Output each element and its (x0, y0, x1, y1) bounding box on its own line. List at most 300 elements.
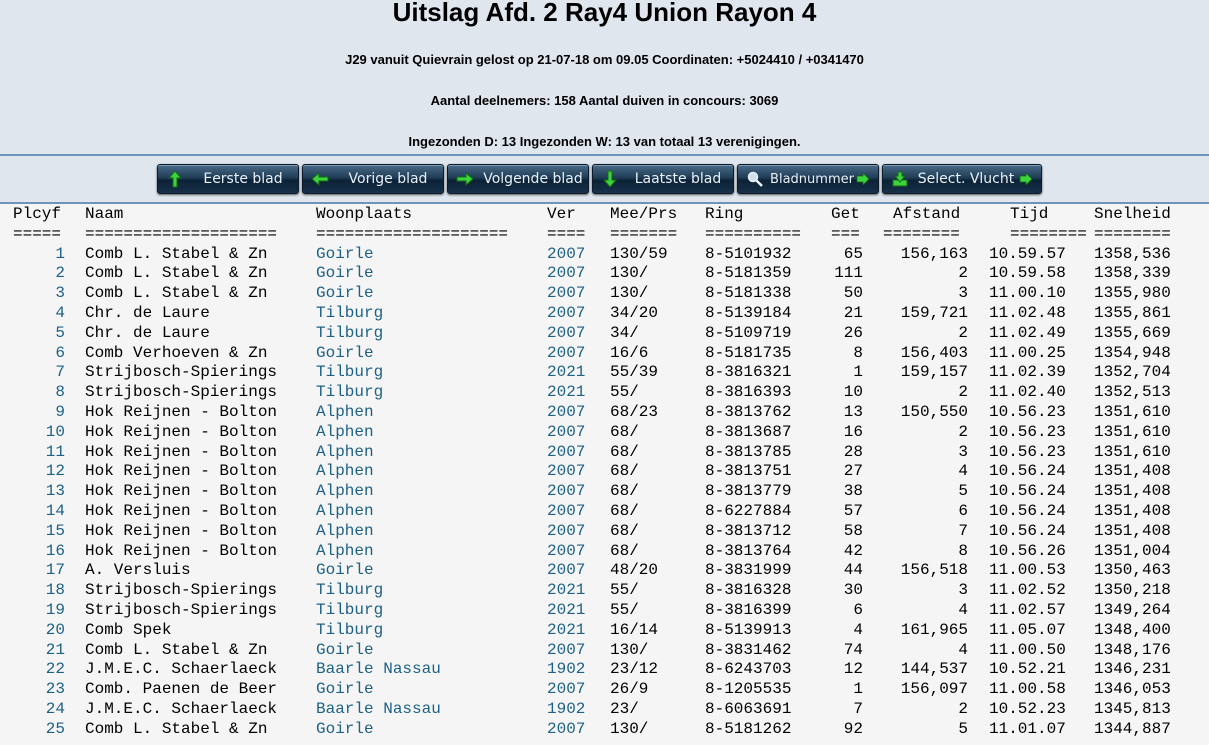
separator: ==================== (85, 224, 278, 243)
town-link[interactable]: Baarle Nassau (316, 699, 441, 718)
entries-cell: 68/ (610, 442, 639, 461)
speed-cell: 1354,948 (1094, 343, 1171, 362)
name-cell: Hok Reijnen - Bolton (85, 422, 278, 441)
table-row (0, 442, 1209, 462)
town-link[interactable]: Tilburg (316, 363, 384, 382)
previous-page-label: Vorige blad (348, 171, 428, 187)
previous-page-button[interactable] (302, 164, 444, 194)
club-link[interactable]: 2021 (547, 363, 586, 382)
club-link[interactable]: 2021 (547, 600, 586, 619)
table-row (0, 600, 1209, 620)
place-link[interactable]: 2 (55, 264, 65, 283)
magnifier-icon (746, 170, 764, 188)
get-cell: 1 (853, 680, 863, 699)
name-cell: Chr. de Laure (85, 323, 210, 342)
club-link[interactable]: 2007 (547, 541, 586, 560)
last-page-button[interactable] (592, 164, 734, 194)
ring-cell: 8-5139913 (705, 620, 792, 639)
club-link[interactable]: 2007 (547, 482, 586, 501)
time-cell: 10.56.26 (989, 541, 1066, 560)
ring-cell: 8-5139184 (705, 303, 792, 322)
separator: ======== (1010, 224, 1087, 243)
club-link[interactable]: 2007 (547, 680, 586, 699)
name-cell: Hok Reijnen - Bolton (85, 482, 278, 501)
entries-cell: 130/ (610, 284, 649, 303)
ring-cell: 8-5181735 (705, 343, 792, 362)
distance-cell: 4 (958, 640, 968, 659)
distance-cell: 6 (958, 501, 968, 520)
town-link[interactable]: Tilburg (316, 620, 384, 639)
distance-cell: 3 (958, 284, 968, 303)
ring-cell: 8-5109719 (705, 323, 792, 342)
distance-cell: 2 (958, 422, 968, 441)
ring-cell: 8-5181262 (705, 719, 792, 738)
table-row (0, 263, 1209, 283)
next-page-button[interactable] (447, 164, 589, 194)
col-header-naam: Naam (85, 205, 124, 223)
name-cell: Strijbosch-Spierings (85, 383, 278, 402)
speed-cell: 1352,513 (1094, 383, 1171, 402)
entries-cell: 130/ (610, 640, 649, 659)
speed-cell: 1345,813 (1094, 699, 1171, 718)
time-cell: 10.59.57 (989, 244, 1066, 263)
club-link[interactable]: 2007 (547, 521, 586, 540)
page-header (0, 0, 1209, 156)
distance-cell: 4 (958, 462, 968, 481)
town-link[interactable]: Goirle (316, 264, 374, 283)
table-row (0, 719, 1209, 739)
town-link[interactable]: Goirle (316, 244, 374, 263)
town-link[interactable]: Alphen (316, 521, 374, 540)
town-link[interactable]: Tilburg (316, 581, 384, 600)
time-cell: 11.01.07 (989, 719, 1066, 738)
town-link[interactable]: Alphen (316, 501, 374, 520)
place-link[interactable]: 21 (45, 640, 65, 659)
club-link[interactable]: 2007 (547, 343, 586, 362)
first-page-label: Eerste blad (203, 171, 283, 187)
time-cell: 11.02.57 (989, 600, 1066, 619)
time-cell: 10.56.24 (989, 462, 1066, 481)
club-link[interactable]: 1902 (547, 660, 586, 679)
arrow-right-icon (456, 170, 474, 188)
entries-cell: 26/9 (610, 680, 649, 699)
town-link[interactable]: Alphen (316, 442, 374, 461)
table-row (0, 422, 1209, 442)
time-cell: 10.59.58 (989, 264, 1066, 283)
ring-cell: 8-3816328 (705, 581, 792, 600)
page-number-button[interactable] (737, 164, 879, 194)
club-link[interactable]: 2021 (547, 620, 586, 639)
town-link[interactable]: Alphen (316, 422, 374, 441)
place-link[interactable]: 17 (45, 561, 65, 580)
name-cell: Comb L. Stabel & Zn (85, 640, 268, 659)
name-cell: Strijbosch-Spierings (85, 581, 278, 600)
town-link[interactable]: Tilburg (316, 383, 384, 402)
navigation-toolbar (0, 156, 1209, 204)
distance-cell: 3 (958, 442, 968, 461)
get-cell: 44 (843, 561, 863, 580)
entries-cell: 34/ (610, 323, 639, 342)
town-link[interactable]: Goirle (316, 640, 374, 659)
name-cell: Hok Reijnen - Bolton (85, 442, 278, 461)
ring-cell: 8-3813751 (705, 462, 792, 481)
place-link[interactable]: 10 (45, 422, 65, 441)
place-link[interactable]: 9 (55, 402, 65, 421)
time-cell: 11.00.58 (989, 680, 1066, 699)
name-cell: A. Versluis (85, 561, 191, 580)
entries-cell: 68/ (610, 422, 639, 441)
arrow-down-icon (601, 170, 619, 188)
time-cell: 10.56.24 (989, 482, 1066, 501)
get-cell: 12 (843, 660, 863, 679)
speed-cell: 1351,408 (1094, 482, 1171, 501)
town-link[interactable]: Goirle (316, 284, 374, 303)
time-cell: 10.56.23 (989, 402, 1066, 421)
separator: ======== (1094, 224, 1171, 243)
time-cell: 11.02.52 (989, 581, 1066, 600)
club-link[interactable]: 2007 (547, 462, 586, 481)
time-cell: 11.00.10 (989, 284, 1066, 303)
entries-cell: 34/20 (610, 303, 659, 322)
get-cell: 30 (843, 581, 863, 600)
speed-cell: 1351,610 (1094, 422, 1171, 441)
get-cell: 92 (843, 719, 863, 738)
place-link[interactable]: 22 (45, 660, 65, 679)
club-link[interactable]: 2007 (547, 422, 586, 441)
place-link[interactable]: 25 (45, 719, 65, 738)
entries-cell: 68/ (610, 462, 639, 481)
speed-cell: 1346,231 (1094, 660, 1171, 679)
speed-cell: 1355,861 (1094, 303, 1171, 322)
distance-cell: 156,097 (900, 680, 968, 699)
ring-cell: 8-3816321 (705, 363, 792, 382)
table-row (0, 501, 1209, 521)
get-cell: 27 (843, 462, 863, 481)
name-cell: Hok Reijnen - Bolton (85, 541, 278, 560)
ring-cell: 8-3813779 (705, 482, 792, 501)
name-cell: Hok Reijnen - Bolton (85, 462, 278, 481)
participants-info: Aantal deelnemers: 158 Aantal duiven in concours: 3069 (430, 93, 779, 108)
place-link[interactable]: 4 (55, 303, 65, 322)
place-link[interactable]: 23 (45, 680, 65, 699)
time-cell: 10.56.23 (989, 442, 1066, 461)
get-cell: 58 (843, 521, 863, 540)
distance-cell: 2 (958, 699, 968, 718)
place-link[interactable]: 15 (45, 521, 65, 540)
time-cell: 11.02.48 (989, 303, 1066, 322)
table-row (0, 283, 1209, 303)
club-link[interactable]: 2007 (547, 442, 586, 461)
name-cell: Strijbosch-Spierings (85, 600, 278, 619)
arrow-up-icon (166, 170, 184, 188)
select-flight-button[interactable] (882, 164, 1042, 194)
town-link[interactable]: Tilburg (316, 323, 384, 342)
entries-cell: 68/ (610, 541, 639, 560)
last-page-label: Laatste blad (634, 171, 722, 187)
club-link[interactable]: 2007 (547, 402, 586, 421)
name-cell: Chr. de Laure (85, 303, 210, 322)
col-header-ver: Ver (547, 205, 576, 223)
ring-cell: 8-3831462 (705, 640, 792, 659)
club-link[interactable]: 2021 (547, 581, 586, 600)
ring-cell: 8-3813764 (705, 541, 792, 560)
time-cell: 11.05.07 (989, 620, 1066, 639)
ring-cell: 8-3813762 (705, 402, 792, 421)
speed-cell: 1351,408 (1094, 462, 1171, 481)
place-link[interactable]: 5 (55, 323, 65, 342)
page-number-label: Bladnummer (770, 171, 854, 187)
speed-cell: 1346,053 (1094, 680, 1171, 699)
table-row (0, 580, 1209, 600)
club-link[interactable]: 1902 (547, 699, 586, 718)
first-page-button[interactable] (157, 164, 299, 194)
time-cell: 11.02.39 (989, 363, 1066, 382)
club-link[interactable]: 2007 (547, 501, 586, 520)
club-link[interactable]: 2007 (547, 323, 586, 342)
time-cell: 10.56.23 (989, 422, 1066, 441)
town-link[interactable]: Tilburg (316, 303, 384, 322)
time-cell: 10.56.24 (989, 521, 1066, 540)
speed-cell: 1352,704 (1094, 363, 1171, 382)
col-header-mee-prs: Mee/Prs (610, 205, 678, 223)
col-header-plcyf: Plcyf (13, 205, 62, 223)
time-cell: 10.52.21 (989, 660, 1066, 679)
table-row (0, 461, 1209, 481)
distance-cell: 161,965 (900, 620, 968, 639)
place-link[interactable]: 12 (45, 462, 65, 481)
results-table (0, 204, 1209, 739)
place-link[interactable]: 18 (45, 581, 65, 600)
name-cell: J.M.E.C. Schaerlaeck (85, 699, 278, 718)
speed-cell: 1355,980 (1094, 284, 1171, 303)
entries-cell: 68/23 (610, 402, 659, 421)
distance-cell: 7 (958, 521, 968, 540)
distance-cell: 159,721 (900, 303, 968, 322)
ring-cell: 8-3813785 (705, 442, 792, 461)
get-cell: 57 (843, 501, 863, 520)
speed-cell: 1350,218 (1094, 581, 1171, 600)
distance-cell: 2 (958, 323, 968, 342)
get-cell: 13 (843, 402, 863, 421)
club-link[interactable]: 2007 (547, 284, 586, 303)
distance-cell: 3 (958, 581, 968, 600)
ring-cell: 8-1205535 (705, 680, 792, 699)
table-row (0, 620, 1209, 640)
table-row (0, 640, 1209, 660)
distance-cell: 156,163 (900, 244, 968, 263)
speed-cell: 1348,400 (1094, 620, 1171, 639)
club-link[interactable]: 2021 (547, 383, 586, 402)
distance-cell: 156,403 (900, 343, 968, 362)
col-header-snelheid: Snelheid (1094, 205, 1171, 223)
name-cell: Strijbosch-Spierings (85, 363, 278, 382)
place-link[interactable]: 13 (45, 482, 65, 501)
place-link[interactable]: 6 (55, 343, 65, 362)
place-link[interactable]: 11 (45, 442, 65, 461)
name-cell: Comb L. Stabel & Zn (85, 264, 268, 283)
go-arrow-icon (1019, 172, 1033, 186)
go-arrow-icon (856, 172, 870, 186)
club-link[interactable]: 2007 (547, 264, 586, 283)
get-cell: 38 (843, 482, 863, 501)
time-cell: 10.52.23 (989, 699, 1066, 718)
name-cell: Comb Spek (85, 620, 172, 639)
distance-cell: 2 (958, 264, 968, 283)
separator: === (831, 224, 860, 243)
distance-cell: 144,537 (900, 660, 968, 679)
place-link[interactable]: 20 (45, 620, 65, 639)
get-cell: 10 (843, 383, 863, 402)
place-link[interactable]: 1 (55, 244, 65, 263)
entries-cell: 68/ (610, 501, 639, 520)
speed-cell: 1355,669 (1094, 323, 1171, 342)
club-link[interactable]: 2007 (547, 244, 586, 263)
get-cell: 50 (843, 284, 863, 303)
speed-cell: 1358,536 (1094, 244, 1171, 263)
table-row (0, 244, 1209, 264)
speed-cell: 1348,176 (1094, 640, 1171, 659)
name-cell: Comb. Paenen de Beer (85, 680, 278, 699)
speed-cell: 1350,463 (1094, 561, 1171, 580)
speed-cell: 1351,610 (1094, 442, 1171, 461)
place-link[interactable]: 19 (45, 600, 65, 619)
get-cell: 74 (843, 640, 863, 659)
entries-cell: 68/ (610, 482, 639, 501)
get-cell: 1 (853, 363, 863, 382)
entries-cell: 68/ (610, 521, 639, 540)
table-row (0, 659, 1209, 679)
get-cell: 65 (843, 244, 863, 263)
col-header-tijd: Tijd (1010, 205, 1049, 223)
place-link[interactable]: 16 (45, 541, 65, 560)
distance-cell: 4 (958, 600, 968, 619)
entries-cell: 16/6 (610, 343, 649, 362)
table-row (0, 521, 1209, 541)
town-link[interactable]: Goirle (316, 343, 374, 362)
town-link[interactable]: Alphen (316, 462, 374, 481)
ring-cell: 8-5181338 (705, 284, 792, 303)
table-row (0, 541, 1209, 561)
table-row (0, 699, 1209, 719)
flight-info: J29 vanuit Quievrain gelost op 21-07-18 om 09.05 Coordinaten: +5024410 / +0341470 (345, 52, 864, 67)
speed-cell: 1349,264 (1094, 600, 1171, 619)
entries-cell: 55/39 (610, 363, 659, 382)
ring-cell: 8-3831999 (705, 561, 792, 580)
get-cell: 8 (853, 343, 863, 362)
page-title: Uitslag Afd. 2 Ray4 Union Rayon 4 (392, 0, 817, 27)
name-cell: Hok Reijnen - Bolton (85, 521, 278, 540)
submissions-info: Ingezonden D: 13 Ingezonden W: 13 van totaal 13 verenigingen. (408, 134, 801, 149)
table-row (0, 303, 1209, 323)
get-cell: 28 (843, 442, 863, 461)
table-row (0, 362, 1209, 382)
col-header-woonplaats: Woonplaats (316, 205, 413, 223)
get-cell: 42 (843, 541, 863, 560)
place-link[interactable]: 3 (55, 284, 65, 303)
name-cell: Comb L. Stabel & Zn (85, 244, 268, 263)
speed-cell: 1351,610 (1094, 402, 1171, 421)
separator: ======= (610, 224, 678, 243)
table-separator-row (0, 224, 1209, 244)
separator: ==================== (316, 224, 509, 243)
entries-cell: 55/ (610, 383, 639, 402)
ring-cell: 8-3813687 (705, 422, 792, 441)
download-box-icon (891, 170, 909, 188)
col-header-afstand: Afstand (893, 205, 961, 223)
speed-cell: 1344,887 (1094, 719, 1171, 738)
place-link[interactable]: 8 (55, 383, 65, 402)
get-cell: 21 (843, 303, 863, 322)
distance-cell: 150,550 (900, 402, 968, 421)
town-link[interactable]: Alphen (316, 482, 374, 501)
ring-cell: 8-5181359 (705, 264, 792, 283)
name-cell: Comb L. Stabel & Zn (85, 719, 268, 738)
town-link[interactable]: Goirle (316, 561, 374, 580)
town-link[interactable]: Tilburg (316, 600, 384, 619)
club-link[interactable]: 2007 (547, 640, 586, 659)
time-cell: 11.00.25 (989, 343, 1066, 362)
table-row (0, 560, 1209, 580)
ring-cell: 8-3816393 (705, 383, 792, 402)
separator: ==== (547, 224, 586, 243)
table-row (0, 382, 1209, 402)
get-cell: 26 (843, 323, 863, 342)
next-page-label: Volgende blad (483, 171, 583, 187)
col-header-get: Get (831, 205, 860, 223)
col-header-ring: Ring (705, 205, 744, 223)
town-link[interactable]: Baarle Nassau (316, 660, 441, 679)
name-cell: J.M.E.C. Schaerlaeck (85, 660, 278, 679)
table-header-row (0, 204, 1209, 224)
ring-cell: 8-3816399 (705, 600, 792, 619)
select-flight-label: Select. Vlucht (917, 171, 1015, 187)
distance-cell: 159,157 (900, 363, 968, 382)
name-cell: Comb Verhoeven & Zn (85, 343, 268, 362)
distance-cell: 8 (958, 541, 968, 560)
entries-cell: 55/ (610, 600, 639, 619)
club-link[interactable]: 2007 (547, 561, 586, 580)
get-cell: 16 (843, 422, 863, 441)
distance-cell: 156,518 (900, 561, 968, 580)
club-link[interactable]: 2007 (547, 719, 586, 738)
time-cell: 11.00.50 (989, 640, 1066, 659)
town-link[interactable]: Goirle (316, 719, 374, 738)
table-body (0, 244, 1209, 739)
town-link[interactable]: Goirle (316, 680, 374, 699)
speed-cell: 1351,408 (1094, 501, 1171, 520)
place-link[interactable]: 7 (55, 363, 65, 382)
place-link[interactable]: 14 (45, 501, 65, 520)
entries-cell: 16/14 (610, 620, 659, 639)
table-row (0, 402, 1209, 422)
speed-cell: 1351,408 (1094, 521, 1171, 540)
separator: ===== (13, 224, 62, 243)
town-link[interactable]: Alphen (316, 402, 374, 421)
club-link[interactable]: 2007 (547, 303, 586, 322)
get-cell: 7 (853, 699, 863, 718)
town-link[interactable]: Alphen (316, 541, 374, 560)
ring-cell: 8-3813712 (705, 521, 792, 540)
speed-cell: 1351,004 (1094, 541, 1171, 560)
time-cell: 10.56.24 (989, 501, 1066, 520)
separator: ========== (705, 224, 802, 243)
name-cell: Hok Reijnen - Bolton (85, 402, 278, 421)
ring-cell: 8-5101932 (705, 244, 792, 263)
distance-cell: 2 (958, 383, 968, 402)
place-link[interactable]: 24 (45, 699, 65, 718)
entries-cell: 23/12 (610, 660, 659, 679)
entries-cell: 55/ (610, 581, 639, 600)
